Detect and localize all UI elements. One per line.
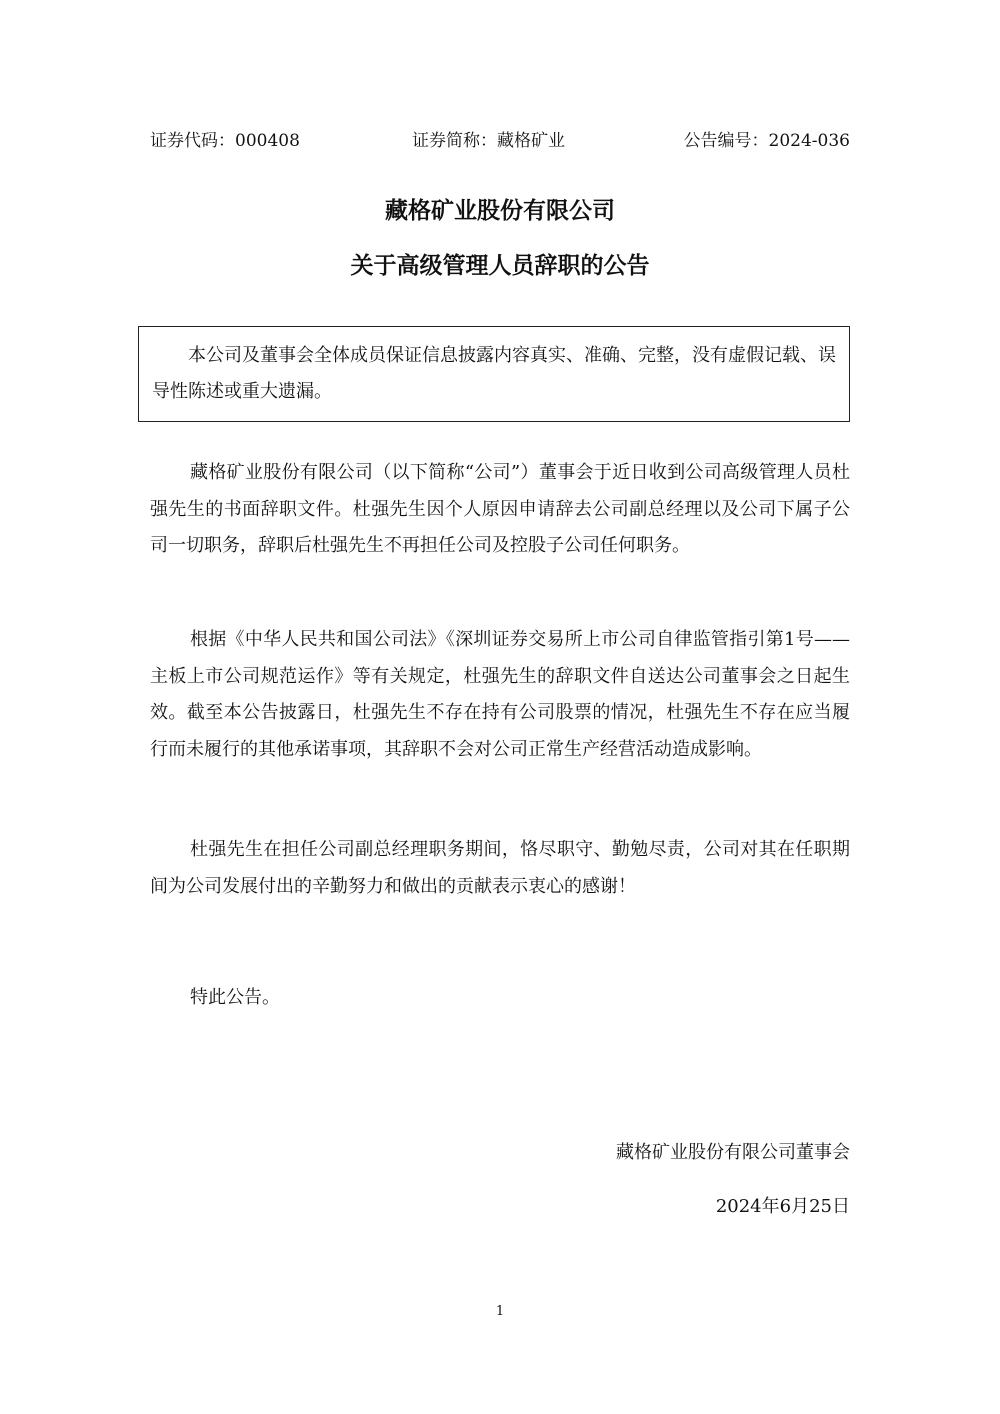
stock-short-name: 证券简称：藏格矿业 [412,131,565,151]
body-paragraph-3: 杜强先生在担任公司副总经理职务期间，恪尽职守、勤勉尽责，公司对其在任职期间为公司发展付出的辛勤努力和做出的贡献表示衷心的感谢！ [150,839,850,897]
announcement-title: 关于高级管理人员辞职的公告 [350,253,650,279]
signature-organization: 藏格矿业股份有限公司董事会 [616,1142,850,1163]
signature-date: 2024年6月25日 [715,1196,850,1217]
stock-code: 证券代码：000408 [150,131,300,151]
closing-remark: 特此公告。 [190,987,280,1008]
disclosure-statement: 本公司及董事会全体成员保证信息披露内容真实、准确、完整，没有虚假记载、误导性陈述或重大遗漏。 [152,345,836,402]
page-number: 1 [495,1304,505,1319]
announcement-number: 公告编号：2024-036 [683,131,850,151]
body-paragraph-2: 根据《中华人民共和国公司法》《深圳证券交易所上市公司自律监管指引第1号——主板上市公司规范运作》等有关规定，杜强先生的辞职文件自送达公司董事会之日起生效。截至本公告披露日，杜强先生不存在持有公司股票的情况，杜强先生不存在应当履行而未履行的其他承诺事项，其辞职不会对公司正常生产经营活动造成影响。 [150,629,850,760]
document-header [150,128,850,154]
disclosure-statement-box [138,326,850,422]
company-title: 藏格矿业股份有限公司 [385,198,615,224]
body-paragraph-1: 藏格矿业股份有限公司（以下简称“公司”）董事会于近日收到公司高级管理人员杜强先生的书面辞职文件。杜强先生因个人原因申请辞去公司副总经理以及公司下属子公司一切职务，辞职后杜强先生不再担任公司及控股子公司任何职务。 [150,462,850,556]
